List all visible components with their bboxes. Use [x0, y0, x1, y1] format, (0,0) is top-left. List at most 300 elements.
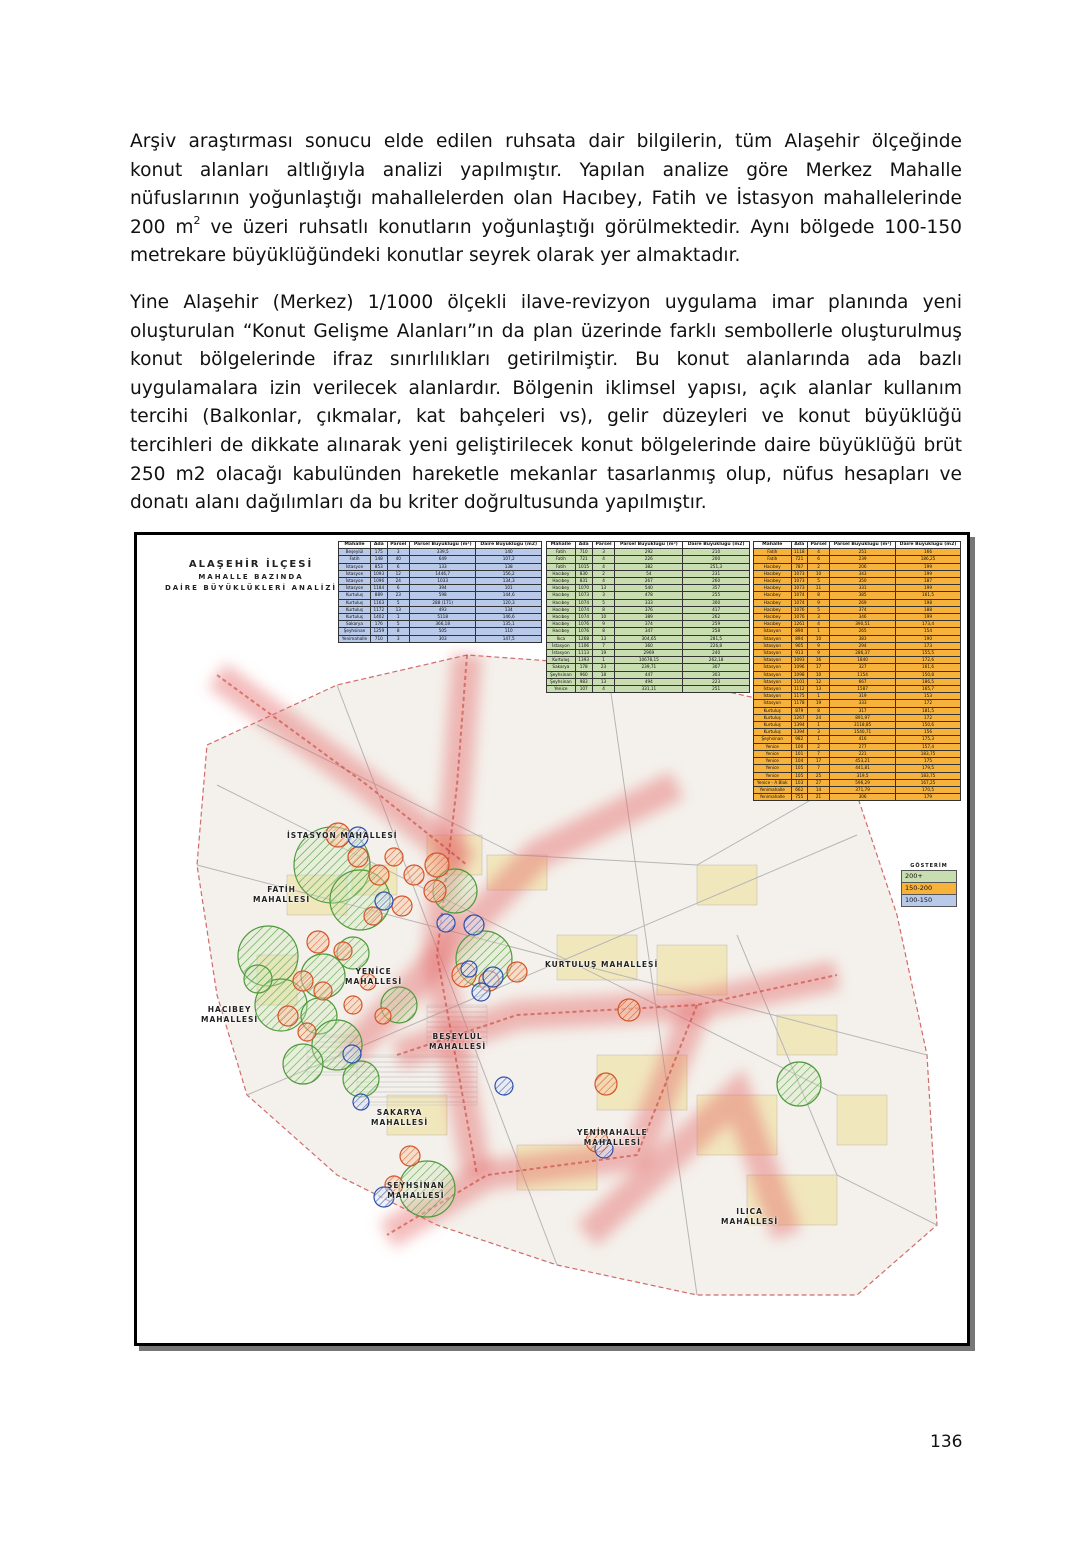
- table-cell: 148: [371, 556, 388, 563]
- district-label-line: BEŞEYLÜL: [432, 1032, 483, 1041]
- table-row: [754, 736, 961, 743]
- table-cell: 5: [592, 599, 615, 606]
- table-cell: 134: [476, 606, 542, 613]
- table-header-cell: Parsel Büyüklüğü (m²): [409, 542, 476, 549]
- table-cell: 24: [387, 578, 409, 585]
- table-cell: 107,2: [476, 556, 542, 563]
- table-cell: 144,6: [476, 592, 542, 599]
- table-cell: 1093: [791, 657, 807, 664]
- table-cell: 154: [896, 628, 961, 635]
- table-cell: 173,4: [896, 621, 961, 628]
- table-cell: 382: [615, 563, 683, 570]
- table-row: [547, 657, 750, 664]
- table-cell: 199: [896, 570, 961, 577]
- table-cell: 1070: [575, 585, 592, 592]
- table-cell: 2: [807, 563, 829, 570]
- table-cell: 161,5: [896, 592, 961, 599]
- table-cell: 913: [791, 650, 807, 657]
- table-cell: 172,6: [896, 657, 961, 664]
- table-cell: Hacıbey: [754, 585, 792, 592]
- table-header-cell: Mahalle: [547, 542, 576, 549]
- table-cell: 24: [807, 714, 829, 721]
- legend-item-200-plus: 200+: [901, 870, 957, 883]
- table-cell: 40: [387, 556, 409, 563]
- table-cell: 175: [896, 758, 961, 765]
- table-cell: 331: [830, 585, 896, 592]
- table-cell: 239: [830, 556, 896, 563]
- legend-title: GÖSTERİM: [910, 863, 948, 869]
- table-cell: 598: [409, 592, 476, 599]
- table-cell: 13: [592, 585, 615, 592]
- district-label-line: MAHALLESİ: [721, 1217, 779, 1226]
- table-header-cell: Ada: [575, 542, 592, 549]
- table-cell: 110: [476, 628, 542, 635]
- table-cell: 269: [830, 599, 896, 606]
- table-cell: 172: [896, 714, 961, 721]
- table-cell: 710: [371, 635, 388, 642]
- table-cell: İstasyon: [339, 563, 371, 570]
- map-legend: [901, 863, 957, 907]
- table-cell: 176: [371, 621, 388, 628]
- table-cell: İstasyon: [754, 700, 792, 707]
- table-cell: 1076: [575, 621, 592, 628]
- table-cell: 319: [830, 693, 896, 700]
- table-row: [754, 779, 961, 786]
- table-cell: 186,25: [896, 556, 961, 563]
- table-cell: 346: [830, 614, 896, 621]
- table-cell: 1394: [791, 729, 807, 736]
- table-row: [339, 606, 542, 613]
- table-row: [547, 606, 750, 613]
- table-cell: Fatih: [547, 563, 576, 570]
- table-row: [754, 678, 961, 685]
- table-cell: 307: [683, 664, 750, 671]
- table-cell: 262,18: [683, 657, 750, 664]
- table-cell: 133: [409, 563, 476, 570]
- table-cell: Kurtuluş: [754, 722, 792, 729]
- table-cell: 983: [575, 678, 592, 685]
- table-cell: 10: [592, 614, 615, 621]
- table-cell: 7: [807, 765, 829, 772]
- paragraph-1: [130, 128, 962, 271]
- district-label-line: MAHALLESİ: [583, 1138, 641, 1147]
- table-header-cell: Parsel: [592, 542, 615, 549]
- table-row: [754, 700, 961, 707]
- table-cell: 23: [592, 664, 615, 671]
- table-cell: 1: [807, 736, 829, 743]
- table-cell: 1840: [830, 657, 896, 664]
- table-cell: 2: [807, 743, 829, 750]
- table-cell: 303: [409, 635, 476, 642]
- apartment-size-table-100-150: [338, 541, 542, 643]
- table-cell: 1178: [791, 700, 807, 707]
- table-cell: 366,18: [409, 621, 476, 628]
- table-cell: 1163: [371, 599, 388, 606]
- table-cell: 1: [592, 657, 615, 664]
- table-cell: 505: [409, 628, 476, 635]
- table-cell: 1073: [791, 578, 807, 585]
- district-label-line: MAHALLESİ: [345, 977, 403, 986]
- table-cell: Hacıbey: [754, 563, 792, 570]
- table-cell: 1: [807, 722, 829, 729]
- table-header-cell: Parsel: [387, 542, 409, 549]
- table-cell: 494: [615, 678, 683, 685]
- table-cell: 343: [830, 570, 896, 577]
- table-cell: 255: [683, 592, 750, 599]
- table-cell: 107: [575, 686, 592, 693]
- district-label-line: SAKARYA: [376, 1108, 423, 1117]
- table-cell: 5: [807, 578, 829, 585]
- table-cell: 10678,15: [615, 657, 683, 664]
- table-cell: 4: [592, 578, 615, 585]
- table-cell: 140: [476, 549, 542, 556]
- table-cell: 1113: [575, 650, 592, 657]
- table-row: [547, 642, 750, 649]
- table-cell: 1118: [791, 549, 807, 556]
- table-row: [754, 635, 961, 642]
- table-cell: 331,11: [615, 686, 683, 693]
- table-cell: Hacıbey: [547, 592, 576, 599]
- table-cell: 10: [807, 635, 829, 642]
- table-cell: 5: [807, 606, 829, 613]
- table-cell: Şeyhsinan: [547, 678, 576, 685]
- table-row: [754, 614, 961, 621]
- table-row: [754, 686, 961, 693]
- table-cell: Yenice: [754, 758, 792, 765]
- table-cell: 262: [683, 614, 750, 621]
- paragraph-2: [130, 289, 962, 518]
- paragraph-1-line: Arşiv araştırması sonucu elde edilen ruhsata dair bilgilerin, tüm Alaşehir ölçeğinde: [130, 131, 962, 152]
- table-cell: İstasyon: [339, 570, 371, 577]
- table-cell: 147,5: [476, 635, 542, 642]
- table-cell: 417: [683, 606, 750, 613]
- table-row: [547, 635, 750, 642]
- table-cell: 1074: [791, 599, 807, 606]
- district-label-line: MAHALLESİ: [253, 895, 311, 904]
- table-cell: İstasyon: [339, 578, 371, 585]
- table-cell: 3: [807, 614, 829, 621]
- district-label-yenice: [345, 967, 402, 987]
- table-cell: Hacıbey: [754, 614, 792, 621]
- table-cell: 1096: [791, 664, 807, 671]
- table-row: [754, 693, 961, 700]
- table-cell: 7: [592, 642, 615, 649]
- table-cell: 156: [896, 729, 961, 736]
- district-label-line: MAHALLESİ: [201, 1015, 259, 1024]
- table-cell: 260: [683, 578, 750, 585]
- table-header-cell: Parsel Büyüklüğü (m²): [615, 542, 683, 549]
- table-cell: 226,8: [683, 642, 750, 649]
- table-cell: Fatih: [547, 556, 576, 563]
- table-cell: 6: [387, 563, 409, 570]
- table-row: [754, 657, 961, 664]
- table-row: [754, 621, 961, 628]
- table-cell: 1098: [791, 671, 807, 678]
- table-cell: 447: [615, 671, 683, 678]
- table-cell: 5: [387, 599, 409, 606]
- table-row: [754, 794, 961, 801]
- map-title: [161, 559, 341, 592]
- table-cell: 478: [615, 592, 683, 599]
- table-cell: Hacıbey: [547, 570, 576, 577]
- table-cell: 1402: [371, 614, 388, 621]
- table-cell: 755: [791, 794, 807, 801]
- table-cell: 960: [575, 671, 592, 678]
- table-cell: 2969: [615, 650, 683, 657]
- table-cell: 155,5: [896, 650, 961, 657]
- map-title-line-3: DAİRE BÜYÜKLÜKLERİ ANALİZİ: [164, 584, 338, 592]
- table-row: [339, 563, 542, 570]
- table-cell: Hacıbey: [754, 621, 792, 628]
- table-cell: 105: [791, 765, 807, 772]
- table-cell: 1074: [575, 614, 592, 621]
- table-cell: 190: [896, 635, 961, 642]
- table-cell: 156,2: [476, 570, 542, 577]
- table-row: [547, 556, 750, 563]
- table-header-row: [754, 542, 961, 549]
- table-cell: 1074: [575, 599, 592, 606]
- table-cell: Hacıbey: [547, 585, 576, 592]
- superscript: 2: [193, 213, 201, 227]
- table-cell: 165,7: [896, 686, 961, 693]
- paragraph-2-line: Yine Alaşehir (Merkez) 1/1000 ölçekli ilave-revizyon uygulama imar planında yeni: [130, 292, 962, 313]
- table-cell: 179: [896, 794, 961, 801]
- table-cell: Hacıbey: [754, 606, 792, 613]
- map-title-line-1: ALAŞEHİR İLÇESİ: [188, 559, 314, 570]
- table-cell: 416: [830, 736, 896, 743]
- table-cell: 172: [896, 700, 961, 707]
- map-title-line-2: MAHALLE BAZINDA: [198, 573, 304, 581]
- district-label-line: HACIBEY: [207, 1005, 252, 1014]
- table-cell: Hacıbey: [547, 578, 576, 585]
- table-cell: 170,5: [896, 786, 961, 793]
- table-cell: 146,6: [476, 614, 542, 621]
- table-cell: 18: [592, 671, 615, 678]
- table-cell: 199: [896, 614, 961, 621]
- table-cell: 1015: [575, 563, 592, 570]
- table-cell: 853: [371, 563, 388, 570]
- table-cell: 8: [387, 628, 409, 635]
- district-label-line: FATİH: [267, 885, 296, 894]
- table-row: [754, 750, 961, 757]
- table-cell: 1073: [791, 570, 807, 577]
- table-cell: 54: [615, 570, 683, 577]
- table-cell: 3: [592, 549, 615, 556]
- table-cell: 104: [791, 758, 807, 765]
- table-cell: 721: [575, 556, 592, 563]
- table-cell: 1073: [791, 585, 807, 592]
- table-row: [547, 614, 750, 621]
- table-cell: 21: [807, 794, 829, 801]
- table-row: [754, 578, 961, 585]
- table-cell: 14: [807, 786, 829, 793]
- table-cell: 277: [830, 743, 896, 750]
- district-label-fatih: [253, 885, 310, 905]
- table-cell: 173: [896, 642, 961, 649]
- table-cell: Hacıbey: [754, 578, 792, 585]
- paragraph-2-line: konut bölgelerinde ifraz sınırlılıkları getirilmiştir. Bu konut alanlarında ada bazlı: [130, 349, 962, 371]
- table-cell: 13: [592, 635, 615, 642]
- table-header-cell: Mahalle: [754, 542, 792, 549]
- table-cell: 25: [807, 772, 829, 779]
- table-cell: 1184: [371, 585, 388, 592]
- table-cell: Hacıbey: [754, 599, 792, 606]
- table-row: [339, 614, 542, 621]
- table-cell: 292: [615, 549, 683, 556]
- table-cell: 3118,85: [830, 722, 896, 729]
- table-cell: 150,8: [896, 671, 961, 678]
- table-cell: Hacıbey: [547, 621, 576, 628]
- table-cell: 105: [791, 772, 807, 779]
- table-header-cell: Daire Büyüklüğü (m2): [683, 542, 750, 549]
- table-cell: 221: [830, 750, 896, 757]
- table-cell: 12: [387, 570, 409, 577]
- table-row: [339, 578, 542, 585]
- table-cell: İstasyon: [754, 628, 792, 635]
- table-cell: 1073: [575, 592, 592, 599]
- table-cell: 27: [807, 779, 829, 786]
- table-cell: 183,75: [896, 772, 961, 779]
- table-cell: 11: [807, 585, 829, 592]
- table-cell: 251: [683, 686, 750, 693]
- paragraph-1-line: [130, 214, 962, 243]
- table-cell: Beşeylül: [339, 549, 371, 556]
- table-row: [754, 585, 961, 592]
- table-cell: 288 (171): [409, 599, 476, 606]
- table-row: [547, 592, 750, 599]
- table-cell: 294: [830, 642, 896, 649]
- table-cell: 360: [615, 642, 683, 649]
- table-cell: 303: [683, 671, 750, 678]
- table-header-cell: Ada: [791, 542, 807, 549]
- table-cell: 710: [575, 549, 592, 556]
- paragraph-1-line: konut alanları altlığıyla analizi yapılmıştır. Yapılan analize göre Merkez Mahalle: [130, 159, 962, 181]
- district-label-hacibey: [201, 1005, 258, 1025]
- district-label-line: MAHALLESİ: [371, 1118, 429, 1127]
- table-cell: 376: [615, 606, 683, 613]
- table-cell: İstasyon: [754, 650, 792, 657]
- table-row: [547, 664, 750, 671]
- table-cell: Yenimahalle: [754, 786, 792, 793]
- table-cell: 10: [807, 671, 829, 678]
- table-header-cell: Daire Büyüklüğü (m2): [896, 542, 961, 549]
- table-row: [754, 592, 961, 599]
- table-cell: 258: [683, 628, 750, 635]
- table-cell: 1175: [791, 693, 807, 700]
- table-cell: 200: [683, 556, 750, 563]
- table-cell: 390,51: [830, 621, 896, 628]
- table-cell: 1096: [371, 578, 388, 585]
- table-cell: 13: [387, 606, 409, 613]
- paragraph-1-line-rest: ve üzeri ruhsatlı konutların yoğunlaştığı görülmektedir. Aynı bölgede 100-150: [200, 216, 962, 238]
- apartment-size-table-200-plus: [546, 541, 750, 693]
- table-cell: 199: [896, 563, 961, 570]
- table-header-row: [339, 542, 542, 549]
- table-row: [754, 642, 961, 649]
- table-header-row: [547, 542, 750, 549]
- table-cell: Kurtuluş: [547, 657, 576, 664]
- table-cell: 374: [615, 621, 683, 628]
- table-cell: 8: [807, 707, 829, 714]
- table-cell: İstasyon: [547, 650, 576, 657]
- table-cell: 251,3: [683, 563, 750, 570]
- table-row: [754, 758, 961, 765]
- table-cell: 265: [830, 628, 896, 635]
- table-cell: 453,21: [830, 758, 896, 765]
- table-cell: 188: [896, 606, 961, 613]
- table-cell: 12: [807, 678, 829, 685]
- table-cell: Ilıca: [547, 635, 576, 642]
- table-cell: 166: [896, 549, 961, 556]
- table-cell: 1154: [830, 671, 896, 678]
- table-cell: İstasyon: [754, 678, 792, 685]
- district-label-line: ILICA: [736, 1207, 763, 1216]
- table-row: [754, 549, 961, 556]
- table-cell: 1101: [791, 678, 807, 685]
- table-row: [339, 621, 542, 628]
- table-cell: Şeyhsinan: [547, 671, 576, 678]
- table-row: [754, 772, 961, 779]
- district-label-ilica: [721, 1207, 778, 1227]
- table-cell: 6: [807, 556, 829, 563]
- table-cell: 1: [807, 628, 829, 635]
- table-row: [547, 585, 750, 592]
- table-cell: Şeyhsinan: [754, 736, 792, 743]
- table-row: [339, 592, 542, 599]
- table-row: [339, 556, 542, 563]
- table-cell: 374: [830, 606, 896, 613]
- table-row: [754, 722, 961, 729]
- apartment-size-table-150-200: [753, 541, 961, 801]
- table-cell: 8: [592, 606, 615, 613]
- table-cell: 4: [807, 621, 829, 628]
- table-cell: 333: [615, 599, 683, 606]
- table-cell: Fatih: [547, 549, 576, 556]
- table-cell: 267: [615, 578, 683, 585]
- table-cell: Yenimahalle: [339, 635, 371, 642]
- paragraph-2-line: 250 m2 olacağı kabulünden hareketle mekanlar tasarlanmış olup, nüfus hesapları ve: [130, 463, 962, 485]
- table-row: [754, 743, 961, 750]
- table-row: [754, 628, 961, 635]
- table-cell: 13: [807, 686, 829, 693]
- table-row: [754, 765, 961, 772]
- table-cell: 153: [896, 693, 961, 700]
- table-row: [547, 570, 750, 577]
- table-cell: 394: [409, 585, 476, 592]
- table-cell: Kurtuluş: [339, 592, 371, 599]
- table-cell: 493: [409, 606, 476, 613]
- table-cell: 181,5: [896, 707, 961, 714]
- table-cell: 259: [683, 621, 750, 628]
- table-row: [339, 570, 542, 577]
- paragraph-2-line: oluşturulan “Konut Gelişme Alanları”ın da plan üzerinde farklı sembollerle oluşturulmuş: [130, 320, 962, 342]
- district-label-beseylul: [429, 1032, 486, 1052]
- table-cell: 327: [830, 664, 896, 671]
- table-cell: 1106: [575, 642, 592, 649]
- table-row: [547, 650, 750, 657]
- table-cell: 787: [791, 563, 807, 570]
- district-label-line: YENİMAHALLE: [577, 1128, 648, 1137]
- table-row: [754, 786, 961, 793]
- table-cell: 540: [615, 585, 683, 592]
- table-cell: 1393: [575, 657, 592, 664]
- table-cell: 721: [791, 556, 807, 563]
- table-cell: İstasyon: [754, 664, 792, 671]
- table-row: [754, 729, 961, 736]
- table-cell: 1587: [830, 686, 896, 693]
- table-cell: 371,79: [830, 786, 896, 793]
- paragraph-2-line: tercihi (Balkonlar, çıkmalar, kat bahçeleri vs), gelir düzeyleri ve konut büyüklüğü: [130, 406, 962, 428]
